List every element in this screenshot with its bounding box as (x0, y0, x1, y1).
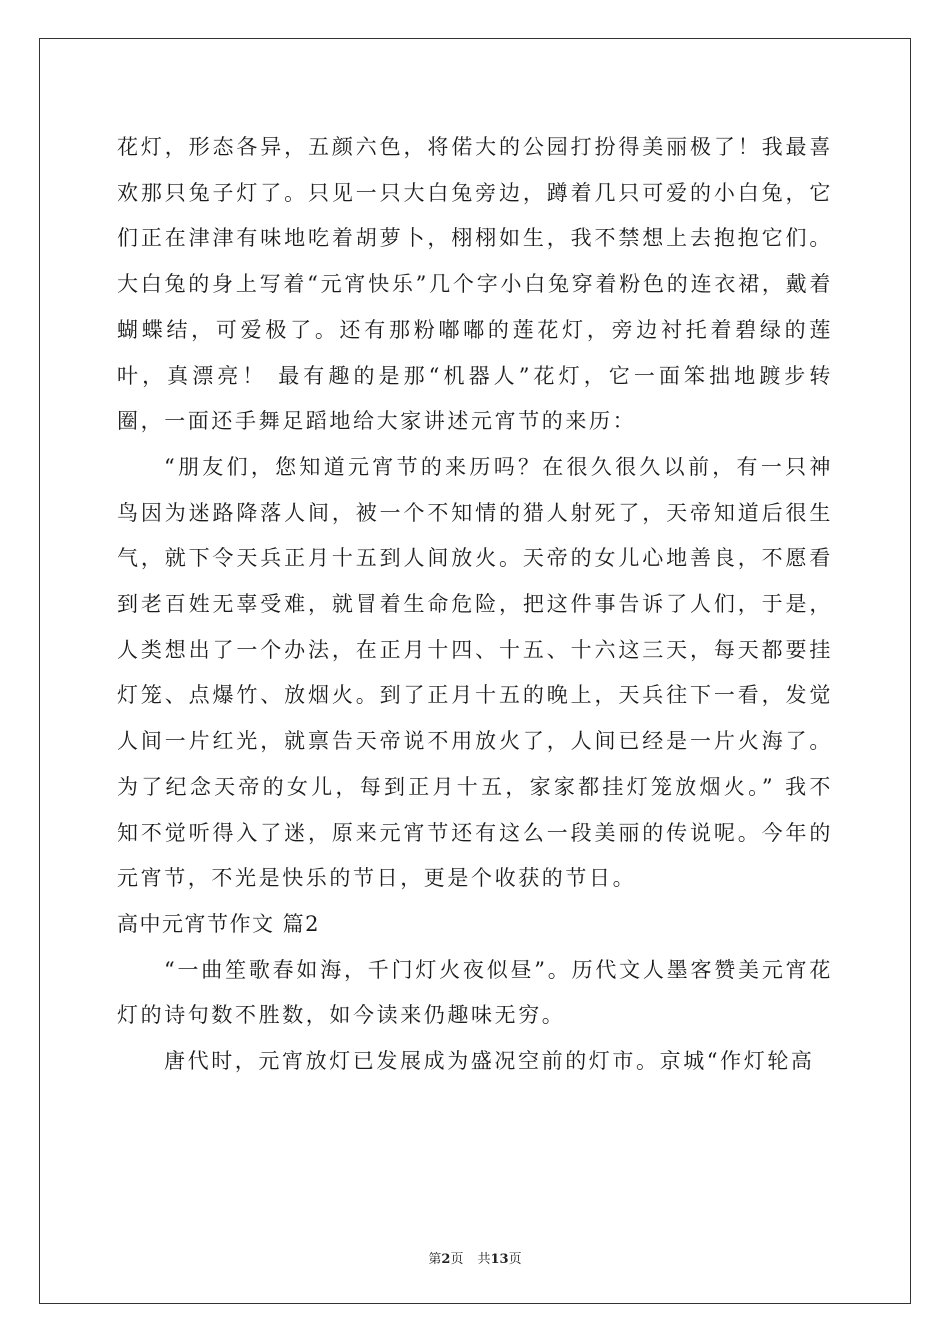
section-heading: 高中元宵节作文 篇2 (117, 911, 321, 936)
page-footer (0, 1248, 950, 1267)
document-body (117, 125, 833, 1085)
page-unit: 页 (450, 1252, 464, 1267)
total-pages: 13 (490, 1252, 509, 1267)
paragraph-lantern-description: 花灯，形态各异，五颜六色，将偌大的公园打扮得美丽极了！我最喜欢那只兔子灯了。只见一只大白兔旁边，蹲着几只可爱的小白兔，它们正在津津有味地吃着胡萝卜，栩栩如生，我不禁想上去抱抱它们。大白兔的身上写着“元宵快乐”几个字小白兔穿着粉色的连衣裙，戴着蝴蝶结，可爱极了。还有那粉嘟嘟的莲花灯，旁边衬托着碧绿的莲叶，真漂亮！ 最有趣的是那“机器人”花灯，它一面笨拙地踱步转圈，一面还手舞足蹈地给大家讲述元宵节的来历： (117, 135, 833, 434)
total-prefix: 共 (477, 1252, 491, 1267)
total-unit: 页 (508, 1252, 522, 1267)
page-prefix: 第 (428, 1252, 442, 1267)
paragraph-poem-quote: “一曲笙歌春如海，千门灯火夜似昼”。历代文人墨客赞美元宵花灯的诗句数不胜数，如今读来仍趣味无穷。 (117, 957, 833, 1028)
paragraph-tang-dynasty: 唐代时，元宵放灯已发展成为盛况空前的灯市。京城“作灯轮高 (164, 1049, 815, 1074)
page-number: 2 (441, 1252, 451, 1267)
paragraph-legend: “朋友们，您知道元宵节的来历吗？在很久很久以前，有一只神鸟因为迷路降落人间，被一个不知情的猎人射死了，天帝知道后很生气，就下令天兵正月十五到人间放火。天帝的女儿心地善良，不愿看到老百姓无辜受难，就冒着生命危险，把这件事告诉了人们，于是，人类想出了一个办法，在正月十四、十五、十六这三天，每天都要挂灯笼、点爆竹、放烟火。到了正月十五的晚上，天兵往下一看，发觉人间一片红光，就禀告天帝说不用放火了，人间已经是一片火海了。为了纪念天帝的女儿，每到正月十五，家家都挂灯笼放烟火。” 我不知不觉听得入了迷，原来元宵节还有这么一段美丽的传说呢。今年的元宵节，不光是快乐的节日，更是个收获的节日。 (117, 454, 833, 891)
